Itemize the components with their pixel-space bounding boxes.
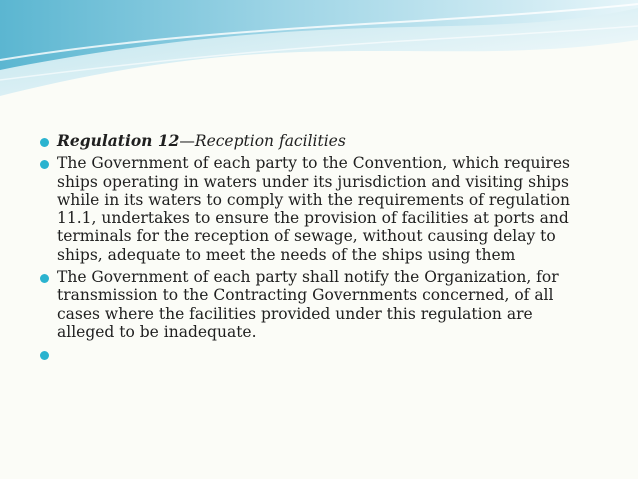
bullet-text: The Government of each party shall notify the Organization, for transmission to the Contracting Governments concerned, of all cases where the facilities provided under this regulation are alleged to be inadequate.: [57, 268, 559, 341]
slide-content: [40, 132, 618, 364]
regulation-label: Regulation 12: [57, 131, 180, 150]
bullet-item-empty: [40, 345, 618, 360]
bullet-heading: [40, 132, 618, 150]
bullet-dot-icon: [40, 160, 49, 169]
bullet-dot-icon: [40, 274, 49, 283]
bullet-dot-icon: [40, 351, 49, 360]
bullet-text: The Government of each party to the Convention, which requires ships operating in waters under its jurisdiction and visiting ships while in its waters to comply with the requirements of regulation 11.1, undertakes to ensure the provision of facilities at ports and terminals for the reception of sewage, without causing delay to ships, adequate to meet the needs of the ships using them: [57, 154, 571, 264]
regulation-title: Reception facilities: [194, 132, 346, 150]
bullet-item: [40, 268, 618, 341]
bullet-dot-icon: [40, 138, 49, 147]
heading-separator: —: [179, 132, 195, 150]
heading-text: [57, 132, 346, 150]
header-wave-decoration: [0, 0, 638, 110]
bullet-item: [40, 154, 618, 264]
